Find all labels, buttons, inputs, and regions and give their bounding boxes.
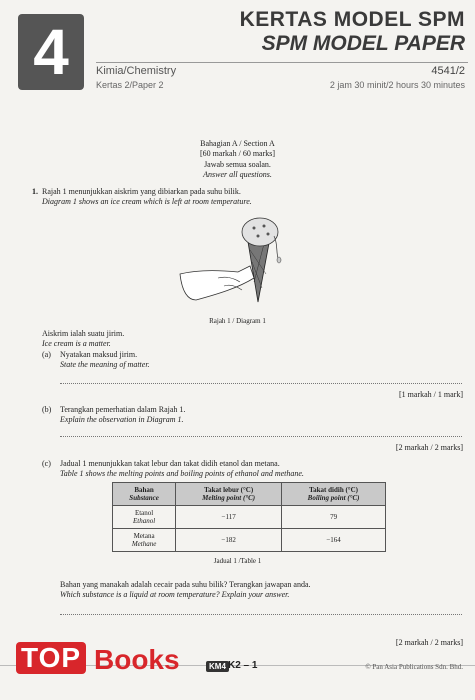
table-caption: Jadual 1 /Table 1	[213, 557, 262, 565]
part-a-english: State the meaning of matter.	[60, 360, 150, 369]
table-cell: Etanol Ethanol	[113, 506, 176, 529]
part-c-english: Table 1 shows the melting points and boiling points of ethanol and methane.	[60, 469, 304, 478]
table-header-cell: Takat didih (°C) Boiling point (°C)	[282, 483, 386, 506]
table-cell: Metana Methane	[113, 529, 176, 552]
table-header-cell: Takat lebur (°C) Melting point (°C)	[176, 483, 282, 506]
table-header-row	[113, 483, 386, 506]
part-a-marks: [1 markah / 1 mark]	[399, 390, 463, 399]
logo-top-text: TOP	[16, 642, 86, 674]
instruction-malay: Jawab semua soalan.	[204, 160, 271, 169]
part-c-question-english: Which substance is a liquid at room temperature? Explain your answer.	[60, 590, 290, 599]
topbooks-logo	[6, 640, 191, 695]
table-header-cell: Bahan Substance	[113, 483, 176, 506]
title-english: SPM MODEL PAPER	[261, 32, 465, 55]
table-cell: −164	[282, 529, 386, 552]
part-b-english: Explain the observation in Diagram 1.	[60, 415, 184, 424]
page-header	[0, 0, 475, 92]
title-malay: KERTAS MODEL SPM	[239, 8, 465, 31]
part-b-label: (b)	[42, 405, 52, 414]
duration-label: 2 jam 30 minit/2 hours 30 minutes	[329, 80, 465, 90]
part-c-label: (c)	[42, 459, 51, 468]
question-stem-malay: Rajah 1 menunjukkan aiskrim yang dibiarkan pada suhu bilik.	[42, 187, 241, 196]
page-number: K2 – 1	[228, 660, 258, 671]
part-c-malay: Jadual 1 menunjukkan takat lebur dan takat didih etanol dan metana.	[60, 459, 280, 468]
part-b-marks: [2 markah / 2 marks]	[395, 443, 463, 452]
chapter-number-box: 4	[18, 14, 84, 90]
section-title: Bahagian A / Section A	[200, 139, 275, 148]
ice-cream-illustration	[178, 212, 298, 312]
chapter-badge: KM4	[206, 661, 229, 672]
paper-label: Kertas 2/Paper 2	[96, 80, 164, 90]
question-number: 1.	[32, 187, 38, 196]
part-b-malay: Terangkan pemerhatian dalam Rajah 1.	[60, 405, 186, 414]
header-divider	[96, 62, 468, 63]
question-stem-english: Diagram 1 shows an ice cream which is left at room temperature.	[42, 197, 252, 206]
table-row	[113, 506, 386, 529]
logo-books-text: Books	[94, 644, 180, 675]
table-row	[113, 529, 386, 552]
answer-line[interactable]	[60, 614, 462, 615]
section-marks: [60 markah / 60 marks]	[199, 149, 276, 158]
part-c-question-malay: Bahan yang manakah adalah cecair pada suhu bilik? Terangkan jawapan anda.	[60, 580, 311, 589]
statement-malay: Aiskrim ialah suatu jirim.	[42, 329, 125, 338]
subject-label: Kimia/Chemistry	[96, 65, 177, 77]
publisher-credit: © Pan Asia Publications Sdn. Bhd.	[365, 663, 463, 671]
part-a-malay: Nyatakan maksud jirim.	[60, 350, 138, 359]
table-cell: −182	[176, 529, 282, 552]
table-cell: −117	[176, 506, 282, 529]
paper-code: 4541/2	[431, 65, 465, 77]
part-c-marks: [2 markah / 2 marks]	[395, 638, 463, 647]
instruction-english: Answer all questions.	[203, 170, 272, 179]
statement-english: Ice cream is a matter.	[42, 339, 111, 348]
part-a-label: (a)	[42, 350, 51, 359]
table-cell: 79	[282, 506, 386, 529]
properties-table	[112, 482, 386, 552]
diagram-caption: Rajah 1 / Diagram 1	[209, 317, 266, 325]
answer-line[interactable]	[60, 383, 462, 384]
answer-line[interactable]	[60, 436, 462, 437]
